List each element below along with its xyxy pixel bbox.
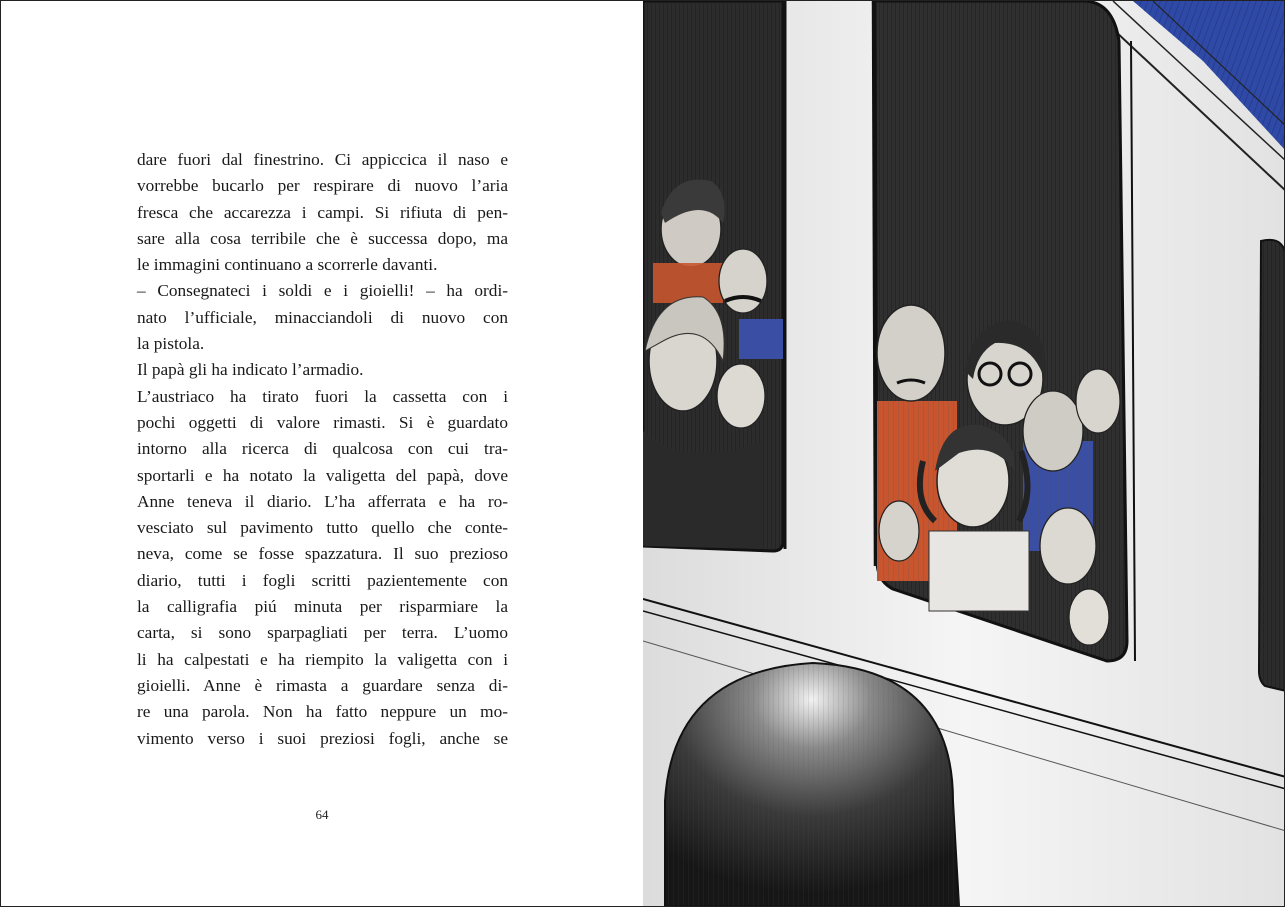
train-illustration (643, 1, 1285, 906)
text-line: sare alla cosa terribile che è successa dopo, ma (137, 228, 508, 248)
text-line: la calligrafia piú minuta per risparmiare la (137, 597, 508, 617)
text-line: L’austriaco ha tirato fuori la cassetta con i (137, 386, 508, 406)
left-page (1, 1, 643, 906)
text-line: li ha calpestati e ha riempito la valigetta con i (137, 649, 508, 669)
text-line: sportarli e ha notato la valigetta del papà, dove (137, 465, 508, 485)
text-line: Anne teneva il diario. L’ha afferrata e ha ro- (137, 491, 508, 511)
page-number: 64 (315, 807, 329, 822)
body-text (137, 147, 508, 752)
text-line: intorno alla ricerca di qualcosa con cui tra- (137, 439, 508, 459)
text-line: pochi oggetti di valore rimasti. Si è guardato (137, 412, 508, 432)
text-line: gioielli. Anne è rimasta a guardare senza di- (137, 675, 508, 695)
text-line: vimento verso i suoi preziosi fogli, anche se (137, 728, 508, 748)
center-window (875, 1, 1127, 661)
soldier-helmet (665, 663, 959, 906)
text-line: – Consegnateci i soldi e i gioielli! – ha ordi- (137, 281, 508, 301)
text-line: neva, come se fosse spazzatura. Il suo prezioso (137, 544, 508, 564)
text-line: nato l’ufficiale, minacciandoli di nuovo con (137, 307, 508, 327)
text-line: dare fuori dal finestrino. Ci appiccica il naso e (137, 150, 508, 169)
text-line: fresca che accarezza i campi. Si rifiuta di pen- (137, 202, 508, 222)
left-window (643, 1, 783, 551)
text-line: Il papà gli ha indicato l’armadio. (137, 360, 364, 380)
text-line: carta, si sono sparpagliati per terra. L’uomo (137, 623, 508, 643)
text-line: la pistola. (137, 334, 205, 354)
text-line: diario, tutti i fogli scritti pazientemente con (137, 570, 508, 590)
text-line: vorrebbe bucarlo per respirare di nuovo l’aria (137, 176, 508, 196)
text-line: le immagini continuano a scorrerle davanti. (137, 255, 438, 275)
text-line: vesciato sul pavimento tutto quello che conte- (137, 518, 508, 538)
text-line: re una parola. Non ha fatto neppure un mo- (137, 702, 508, 722)
